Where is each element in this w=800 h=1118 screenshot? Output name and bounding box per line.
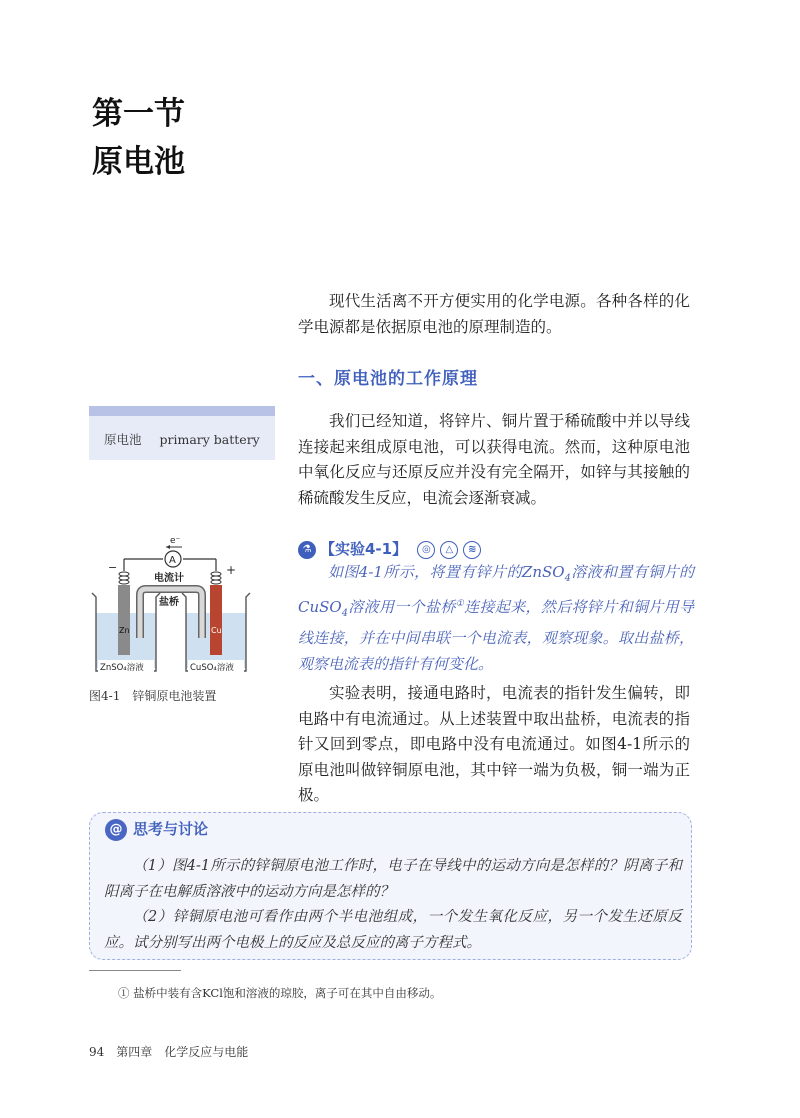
discussion-question-1: （1）图4-1所示的锌铜原电池工作时，电子在导线中的运动方向是怎样的？阴离子和阳离子在电解质溶液中的运动方向是怎样的？ (104, 858, 682, 900)
experiment-label: 【实验4-1】 (320, 540, 408, 558)
handwash-icon: ≋ (463, 541, 481, 559)
left-clip (119, 572, 129, 584)
experiment-text (298, 560, 694, 677)
zinc-electrode (118, 585, 130, 655)
intro-paragraph: 现代生活离不开方便实用的化学电源。各种各样的化学电源都是依据原电池的原理制造的。 (298, 292, 690, 336)
paragraph-2: 实验表明，接通电路时，电流表的指针发生偏转，即电路中有电流通过。从上述装置中取出盐桥，电流表的指针又回到零点，即电路中没有电流通过。如图4-1所示的原电池叫做锌铜原电池，其中锌一端为负极，铜一端为正极。 (298, 684, 690, 804)
negative-terminal: − (108, 561, 118, 574)
figure-caption: 图4-1 锌铜原电池装置 (89, 689, 217, 703)
cuso4-label: CuSO₄溶液 (190, 663, 234, 673)
experiment-text-b: 溶液和置有铜片的CuSO (298, 563, 694, 616)
experiment-text-d: 连接起来，然后将锌片和铜片用导线连接，并在中间串联一个电流表，观察现象。取出盐桥，观察电流表的指针有何变化。 (298, 597, 694, 673)
electron-label: e⁻ (170, 536, 181, 546)
section-name: 原电池 (92, 144, 185, 180)
glossary-box-bar (89, 406, 275, 416)
znso4-label: ZnSO₄溶液 (100, 663, 144, 673)
salt-bridge-label: 盐桥 (159, 597, 179, 608)
right-clip (211, 572, 221, 584)
section-number: 第一节 (92, 96, 185, 132)
subscript-4: 4 (564, 573, 571, 584)
footnote-divider (89, 970, 181, 971)
ammeter-symbol: A (169, 555, 176, 566)
page-number: 94 (89, 1045, 105, 1059)
chapter-title: 化学反应与电能 (164, 1045, 249, 1059)
discussion-icon: @ (105, 819, 127, 841)
galvanic-cell-figure (86, 533, 281, 683)
discussion-heading (105, 818, 208, 841)
page-footer (89, 1043, 260, 1060)
experiment-icon: ⚗ (298, 541, 316, 559)
discussion-body (104, 854, 682, 956)
experiment-text-a: 如图4-1所示，将置有锌片的ZnSO (328, 563, 565, 581)
footnote-mark[interactable]: ① (455, 598, 465, 609)
discussion-title: 思考与讨论 (133, 820, 209, 838)
copper-electrode (210, 585, 222, 655)
ammeter-label: 电流计 (154, 573, 184, 584)
footnote: ① 盐桥中装有含KCl饱和溶液的琼胶，离子可在其中自由移动。 (118, 986, 442, 1000)
glossary-term-zh: 原电池 (104, 432, 142, 447)
paragraph-1: 我们已经知道，将锌片、铜片置于稀硫酸中并以导线连接起来组成原电池，可以获得电流。然而，这种原电池中氧化反应与还原反应并没有完全隔开，如锌与其接触的稀硫酸发生反应，电流会逐渐衰减。 (298, 412, 690, 507)
positive-terminal: + (226, 563, 237, 577)
subsection-heading: 一、原电池的工作原理 (298, 369, 478, 389)
experiment-heading (298, 538, 481, 559)
glossary-term-en: primary battery (159, 432, 260, 447)
chapter-number: 第四章 (116, 1045, 153, 1059)
glossary-term (104, 430, 260, 448)
experiment-text-c: 溶液用一个盐桥 (347, 597, 456, 616)
section-title (92, 90, 185, 186)
goggles-icon: ◎ (417, 541, 435, 559)
copper-label: Cu (211, 626, 222, 635)
subscript-4: 4 (341, 607, 348, 619)
hazard-icon: △ (440, 541, 458, 559)
discussion-question-2: （2）锌铜原电池可看作由两个半电池组成，一个发生氧化反应，另一个发生还原反应。试分别写出两个电极上的反应及总反应的离子方程式。 (104, 909, 682, 951)
zinc-label: Zn (119, 626, 130, 635)
